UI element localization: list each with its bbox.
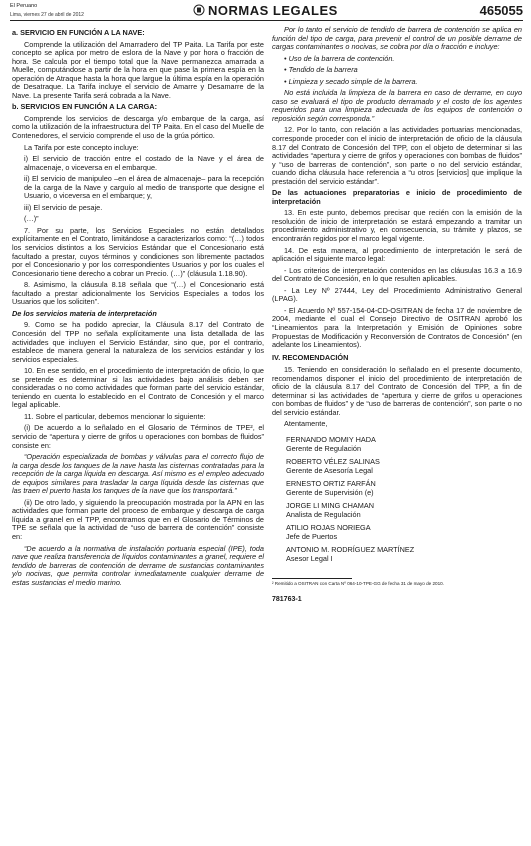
- paragraph-11: 11. Sobre el particular, debemos mencionar lo siguiente:: [24, 411, 206, 421]
- footnote: ² Remitido a OSITRAN con Carta Nº 064-10-TPE-GG de fecha 31 de mayo de 2010.: [272, 580, 444, 586]
- section-title-a: a. SERVICIO EN FUNCIÓN A LA NAVE:: [12, 28, 145, 37]
- section-title-actions: De las actuaciones preparatorias e inicio de procedimiento de interpretación: [272, 188, 522, 206]
- paragraph-7: 7. Por su parte, los Servicios Especiales no están detallados explícitamente en el Contrato, limitándose a caracterizarlos como: “(…) todos los servicios distintos a los Servicios Estándar que el Concesionario está facultado a prestar, cuyos términos y condiciones son libremente pactados por el Concesionario y por los correspondientes Usuarios y por los cuales el Concesionario tiene derecho a cobrar un Precio. (…)” (cláusula 1.18.90).: [12, 225, 264, 278]
- recommendation-title: IV. RECOMENDACIÓN: [272, 352, 349, 362]
- signatory: [272, 480, 522, 497]
- gazette-title: NORMAS LEGALES: [208, 3, 338, 18]
- publication-name: El Peruano: [10, 3, 38, 9]
- paragraph-15: 15. Teniendo en consideración lo señalado en el presente documento, recomendamos disponer el inicio del procedimiento de interpretación de oficio de la cláusula 8.17 del Contrato de Concesión del TPP, a fin de determinar si las actividades de “apertura y cierre de grifos u operaciones con bombas de fluidos” y de “uso de barreras de contención”, son parte o no del servicio estándar.: [272, 365, 522, 417]
- list-item: i) El servicio de tracción entre el costado de la Nave y el área de almacenaje, o viceversa en el embarque.: [24, 154, 264, 172]
- paragraph: Comprende los servicios de descarga y/o embarque de la carga, así como la utilización de la infraestructura del TP Paita. En el caso del Muelle de Contenedores, el servicio comprende el uso de la grúa pórtico.: [12, 113, 264, 141]
- quote-ellipsis: (…)”: [24, 214, 39, 224]
- signatory-name: JORGE LI MING CHAMAN: [286, 501, 374, 511]
- signatory-role: Gerente de Regulación: [286, 443, 362, 453]
- document-code: 781763-1: [272, 596, 302, 604]
- paragraph-14: 14. De esta manera, al procedimiento de interpretación le será de aplicación el siguiente marco legal:: [272, 245, 522, 264]
- quote-glossary-1: “Operación especializada de bombas y válvulas para el correcto flujo de la carga desde los tanques de la nave hasta las cisternas contratadas para la recepción de la carga líquida en descarga. Así mismo es el empleo adecuado de equipos similares para trasladar la carga líquida desde las cisternas que las traen el puerto hasta los tanques de la nave que los transportará.”: [12, 452, 264, 496]
- signatory: [272, 546, 522, 563]
- bullet-item: • Uso de la barrera de contención.: [284, 53, 395, 63]
- paragraph-10: 10. En ese sentido, en el procedimiento de interpretación de oficio, lo que se pretende es determinar si las actividades bajo análisis deben ser consideradas o no como actividades que forman parte del servicio estándar, teniendo en cuenta lo establecido en el Contrato de Concesión y el marco legal aplicable.: [12, 366, 264, 410]
- publication-date: Lima, viernes 27 de abril de 2012: [10, 12, 84, 18]
- signatory-role: Jefe de Puertos: [286, 531, 338, 541]
- paragraph-12: 12. Por lo tanto, con relación a las actividades portuarias mencionadas, corresponde proceder con el inicio de interpretación de oficio de la cláusula 8.17 del Contrato de Concesión del TPP, con el objeto de determinar si las actividades “apertura y cierre de grifos y operaciones con bombas de fluidos” y “uso de barreras de contención”, son parte o no del servicio estándar, cuando dicha cláusula hace referencia a “u otros [servicios] que implique la prestación del servicio estándar”.: [272, 125, 522, 186]
- legal-item: - La Ley Nº 27444, Ley del Procedimiento Administrativo General (LPAG).: [272, 285, 522, 304]
- signatory-name: FERNANDO MOMIY HADA: [286, 434, 376, 444]
- list-item: iii) El servicio de pesaje.: [24, 202, 103, 212]
- signatory: [272, 502, 522, 519]
- right-column: [272, 26, 522, 608]
- signatory-name: ANTONIO M. RODRÍGUEZ MARTÍNEZ: [286, 545, 415, 555]
- quote-glossary-2: “De acuerdo a la normativa de instalación portuaria especial (IPE), toda nave que realiza transferencia de líquidos contaminantes a granel, requiere el tendido de barreras de contención de derrame de sustancias contaminantes y/o nocivas, que permita controlar inmediatamente cualquier derrame de estas sustancias el medio marino.: [12, 543, 264, 587]
- paragraph: No está incluida la limpieza de la barrera en caso de derrame, en cuyo caso se evaluará el tipo de producto derramado y el costo de los agentes requeridos para una limpieza adecuada de los equipos de contención o reposición según corresponda.”: [272, 88, 522, 123]
- paragraph-ii: (ii) De otro lado, y siguiendo la preocupación mostrada por la APN en las actividades que forman parte del proceso de embarque y descarga de carga líquida a granel en el TPP, encontramos que en el Glosario de Términos de TPE se señala que la actividad de “uso de barrera de contención” consiste en:: [12, 497, 264, 541]
- header-rule: [10, 20, 523, 21]
- subsection-title: De los servicios materia de interpretación: [12, 308, 157, 318]
- left-column: [12, 26, 264, 590]
- paragraph-9: 9. Como se ha podido apreciar, la Cláusula 8.17 del Contrato de Concesión del TPP no señala explícitamente una lista detallada de las actividades que incluyen el Servicio Estándar, sino que, por el contrario, establece de manera general la naturaleza de los servicios estándar y los servicios especiales.: [12, 320, 264, 364]
- paragraph-8: 8. Asimismo, la cláusula 8.18 señala que “(…) el Concesionario está facultado a prestar adicionalmente los Servicios Especiales a todos los Usuarios que los soliciten”.: [12, 280, 264, 307]
- section-title-b: b. SERVICIOS EN FUNCIÓN A LA CARGA:: [12, 102, 157, 112]
- signatory: [272, 458, 522, 475]
- paragraph: Comprende la utilización del Amarradero del TP Paita. La Tarifa por este concepto se aplica por metro de eslora de la Nave y por hora o fracción de hora. Se calcula por el tiempo total que la Nave permanezca amarrada a Muelle, computándose a partir de la hora en que pase la primera espía en la operación de Atraque hasta la hora que largue la última espía en la operación de Desatraque. La Tarifa incluye el servicio de Amarre y Desamarre de la Nave. La presente Tarifa será cobrada a la Nave.: [12, 39, 264, 100]
- signatory-role: Analista de Regulación: [286, 509, 361, 519]
- signatory: [272, 436, 522, 453]
- signatory-name: ROBERTO VÉLEZ SALINAS: [286, 457, 380, 467]
- bullet-item: • Limpieza y secado simple de la barrera.: [284, 76, 418, 86]
- paragraph-13: 13. En este punto, debemos precisar que recién con la emisión de la resolución de inicio de interpretación se estará empezando a tramitar un procedimiento administrativo y, en consecuencia, su trámite y plazos, se encontrarán regidos por el marco legal vigente.: [272, 208, 522, 244]
- legal-item: - El Acuerdo Nº 557-154-04-CD-OSITRAN de fecha 17 de noviembre de 2004, mediante el cual el Consejo Directivo de OSITRAN aprobó los “Lineamientos para la Interpretación y Emisión de Opiniones sobre Propuestas de Modificación y Reconversión de Contratos de Concesión” (en adelante los Lineamientos).: [272, 305, 522, 350]
- signatory: [272, 524, 522, 541]
- signatory-role: Asesor Legal I: [286, 553, 333, 563]
- list-item: ii) El servicio de manipuleo –en el área de almacenaje– para la recepción de la carga de la Nave y carguío al medio de transporte que designe el Usuario, o viceversa en el embarque; y,: [24, 174, 264, 201]
- paragraph: La Tarifa por este concepto incluye:: [24, 142, 139, 152]
- signatory-name: ATILIO ROJAS NORIEGA: [286, 523, 371, 533]
- paragraph-i: (i) De acuerdo a lo señalado en el Glosario de Términos de TPE², el servicio de “apertura y cierre de grifos u operaciones con bombas de fluidos” consiste en:: [12, 423, 264, 450]
- coat-of-arms-icon: [193, 4, 205, 16]
- footnote-rule: [272, 578, 352, 579]
- bullet-item: • Tendido de la barrera: [284, 65, 358, 75]
- signatory-role: Gerente de Asesoría Legal: [286, 465, 373, 475]
- legal-item: - Los criterios de interpretación contenidos en las cláusulas 16.3 a 16.9 del Contrato de Concesión, en lo que resulten aplicables.: [272, 265, 522, 284]
- page-number: 465055: [479, 3, 523, 18]
- paragraph: Por lo tanto el servicio de tendido de barrera de contención se aplica en función del tipo de carga, para prevenir el control de un posible derrame de cargas contaminantes o nocivas, se cobra por día o fracción e incluye:: [272, 25, 522, 52]
- closing: Atentamente,: [284, 419, 328, 429]
- signatory-role: Gerente de Supervisión (e): [286, 487, 374, 497]
- signatory-name: ERNESTO ORTIZ FARFÁN: [286, 479, 376, 489]
